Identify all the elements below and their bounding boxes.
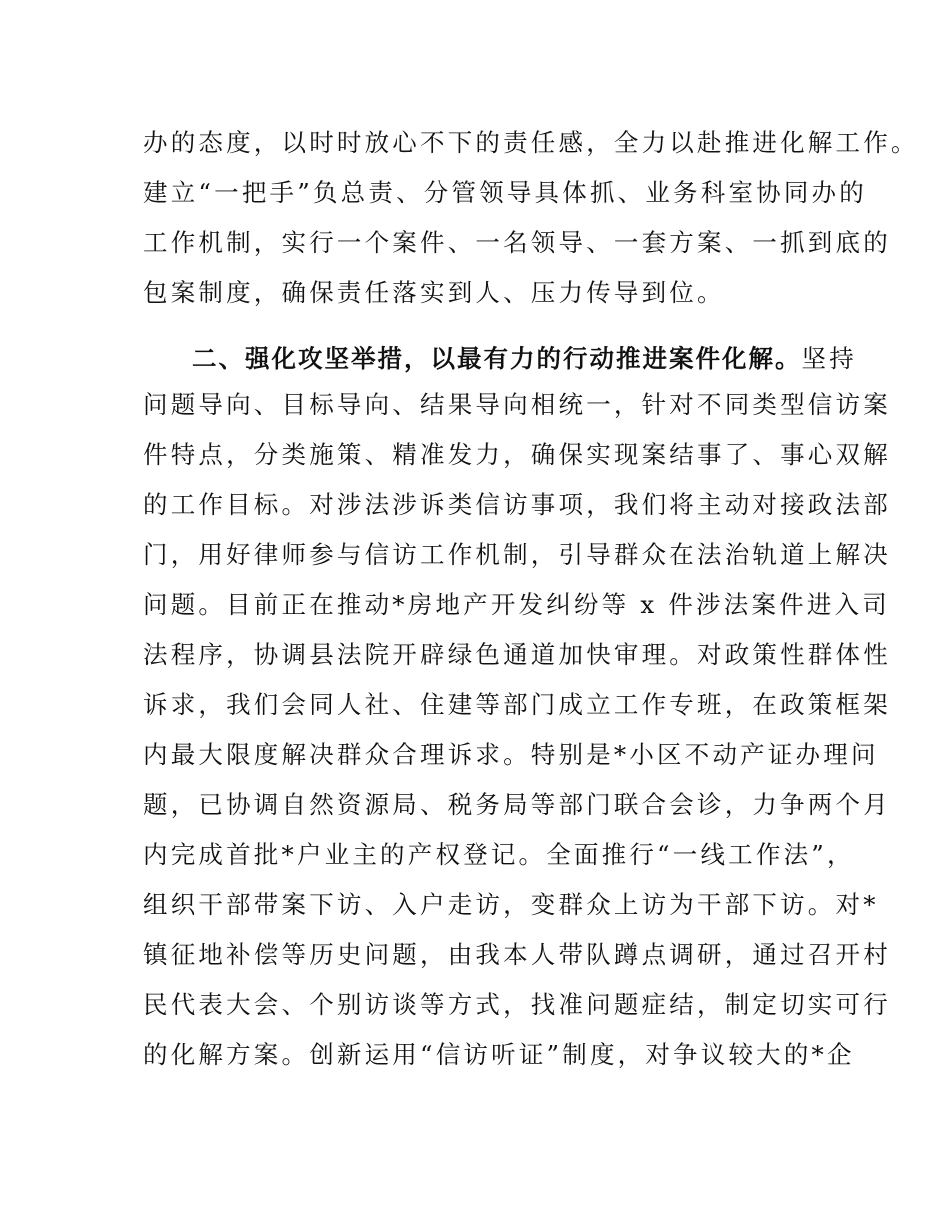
section-heading: 二、强化攻坚举措，以最有力的行动推进案件化解。 <box>192 344 802 373</box>
paragraph-1-line-1: 办的态度，以时时放心不下的责任感，全力以赴推进化解工作。 <box>143 128 919 157</box>
paragraph-2-line-7: 法程序，协调县法院开辟绿色通道加快审理。对政策性群体性 <box>143 640 891 669</box>
paragraph-1-line-3: 工作机制，实行一个案件、一名领导、一套方案、一抓到底的 <box>143 228 891 257</box>
paragraph-2-line-10: 题，已协调自然资源局、税务局等部门联合会诊，力争两个月 <box>143 790 891 819</box>
paragraph-2-line-8: 诉求，我们会同人社、住建等部门成立工作专班，在政策框架 <box>143 690 891 719</box>
paragraph-2-line-14: 民代表大会、个别访谈等方式，找准问题症结，制定切实可行 <box>143 990 891 1019</box>
paragraph-2-line-12: 组织干部带案下访、入户走访，变群众上访为干部下访。对* <box>143 890 879 919</box>
paragraph-2-first-line <box>192 339 857 379</box>
paragraph-2-line-4: 的工作目标。对涉法涉诉类信访事项，我们将主动对接政法部 <box>143 490 891 519</box>
paragraph-2-line-9: 内最大限度解决群众合理诉求。特别是*小区不动产证办理问 <box>143 740 879 769</box>
paragraph-1-line-4: 包案制度，确保责任落实到人、压力传导到位。 <box>143 278 725 307</box>
paragraph-2-line-11: 内完成首批*户业主的产权登记。全面推行“一线工作法”， <box>143 840 855 869</box>
paragraph-2-line-2: 问题导向、目标导向、结果导向相统一，针对不同类型信访案 <box>143 390 891 419</box>
paragraph-2-line-6: 问题。目前正在推动*房地产开发纠纷等 x 件涉法案件进入司 <box>143 590 890 619</box>
paragraph-2-line-5: 门，用好律师参与信访工作机制，引导群众在法治轨道上解决 <box>143 540 891 569</box>
paragraph-2-line-15: 的化解方案。创新运用“信访听证”制度，对争议较大的*企 <box>143 1040 855 1069</box>
paragraph-2-line-3: 件特点，分类施策、精准发力，确保实现案结事了、事心双解 <box>143 440 891 469</box>
paragraph-1-line-2: 建立“一把手”负总责、分管领导具体抓、业务科室协同办的 <box>143 178 867 207</box>
paragraph-2-line-13: 镇征地补偿等历史问题，由我本人带队蹲点调研，通过召开村 <box>143 940 891 969</box>
paragraph-2-first-line-tail: 坚持 <box>801 344 857 373</box>
